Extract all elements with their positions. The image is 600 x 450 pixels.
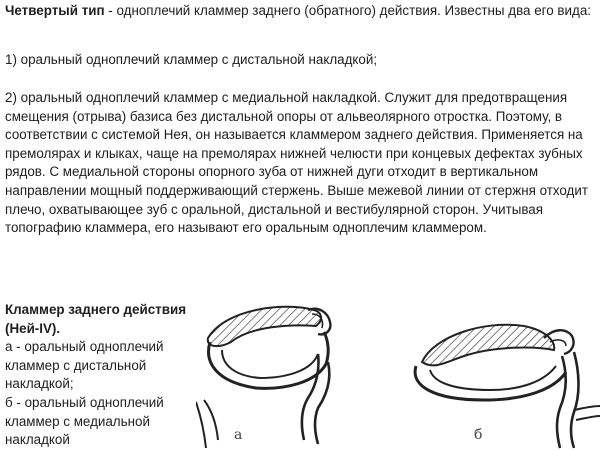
clasp-figure-a [196,290,364,449]
figure-label-b: б [474,427,483,443]
caption-line: кламмер с медиальной [5,413,150,429]
variant-one-paragraph: 1) оральный одноплечий кламмер с дистальной накладкой; [5,52,378,67]
caption-line: б - оральный одноплечий [5,394,164,410]
caption-line: накладкой [5,432,70,448]
figure-label-a: а [234,427,243,443]
intro-text: - одноплечий кламмер заднего (обратного) действия. Известны два его вида: [104,3,591,18]
clasp-drawing-a [196,290,364,449]
variant-two-paragraph: 2) оральный одноплечий кламмер с медиальной накладкой. Служит для предотвращения смещения (отрыва) базиса без дистальной опоры от альвеолярного отростка. Поэтому, в соответствии с системой Нея, он называется кламмером заднего действия. Применяется на премолярах и клыках, чаще на премолярах нижней челюсти при концевых дефектах зубных рядов. С медиальной стороны опорного зуба от нижней дуги отходит в вертикальном направлении мощный поддерживающий стержень. Выше межевой линии от стержня отходит плечо, охватывающее зуб с оральной, дистальной и вестибулярной сторон. Учитывая топографию кламмера, его называют его оральным одноплечим кламмером. [5,90,588,236]
caption-line: накладкой; [5,376,74,392]
figure-caption [5,301,205,450]
clasp-drawing-b [394,290,600,449]
section-heading: Четвертый тип [5,3,105,18]
caption-subtitle: (Ней-IV). [5,320,61,336]
clasp-figure-b [394,290,600,449]
caption-line: а - оральный одноплечий [5,339,164,355]
caption-title: Кламмер заднего действия [5,302,187,317]
caption-line: кламмер с дистальной [5,357,147,373]
intro-paragraph [5,2,597,21]
